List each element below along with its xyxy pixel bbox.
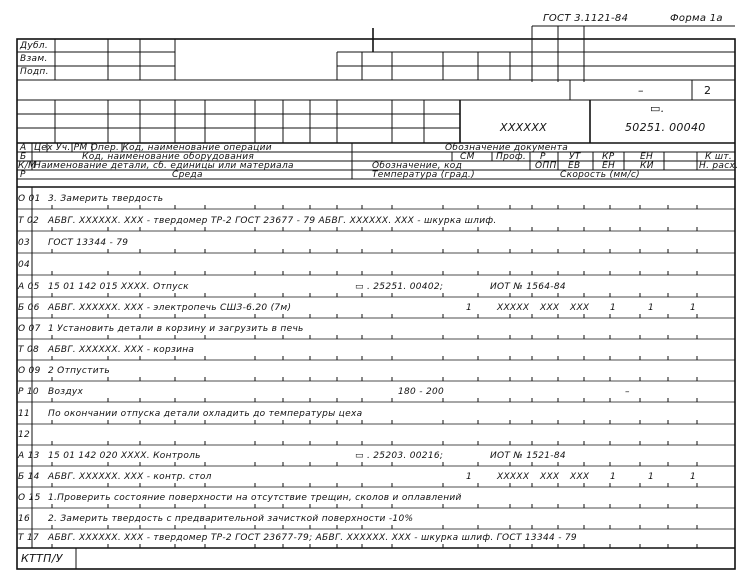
row-text: АБВГ. ХХХХХХ. ХХХ - твердомер ТР-2 ГОСТ 23677 - 79 АБВГ. ХХХХХХ. ХХХ - шкурка шлиф.	[48, 216, 497, 226]
hdr-a-text: Цех Уч. РМ Опер. Код, наименование операции	[34, 143, 272, 153]
row-code: А 05	[18, 282, 40, 292]
hdr-km-extra: Обозначение, код	[372, 161, 463, 171]
row-num: 1	[610, 472, 617, 482]
row-code: Б 06	[18, 303, 40, 313]
sheet-number: 2	[704, 84, 712, 97]
row-num: 1	[690, 303, 697, 313]
row-code: О 01	[18, 194, 41, 204]
row-code: Б 14	[18, 472, 40, 482]
hdr-r-text: Среда	[172, 170, 203, 180]
row-text: 1 Установить детали в корзину и загрузить в печь	[48, 324, 304, 334]
row-num: ХХХ	[540, 472, 560, 482]
row-code: 11	[18, 409, 31, 419]
row-num: 1	[648, 303, 655, 313]
hdr-r-extra2: Скорость (мм/с)	[560, 170, 640, 180]
row-text: 2. Замерить твердость с предварительной зачисткой поверхности -10%	[48, 514, 414, 524]
hdr-key-b: Б	[20, 152, 27, 162]
row-num: ХХХХХ	[497, 472, 530, 482]
row-text: АБВГ. ХХХХХХ. ХХХ - твердомер ТР-2 ГОСТ 23677-79; АБВГ. ХХХХХХ. ХХХ - шкурка шлиф. ГОСТ 13344 - 79	[48, 533, 577, 543]
row-text: Воздух	[48, 387, 84, 397]
row-code: 16	[18, 514, 31, 524]
doc-number: 50251. 00040	[625, 121, 706, 134]
footer-label: КТТП/У	[21, 552, 63, 565]
hdr-r-extra: Температура (град.)	[372, 170, 475, 180]
row-text: 15 01 142 015 ХХХХ. Отпуск	[48, 282, 189, 292]
row-code: 12	[18, 430, 31, 440]
hdr-km-text: Наименование детали, сб. единицы или материала	[34, 161, 294, 171]
row-right: ИОТ № 1564-84	[490, 282, 566, 292]
hdr-b-col-prof: Проф.	[496, 152, 527, 162]
row-num: ХХХ	[540, 303, 560, 313]
hdr-b-col-kst: К шт.	[705, 152, 733, 162]
hdr-a-doc: Обозначение документа	[445, 143, 569, 153]
side-label-dubl: Дубл.	[20, 41, 49, 51]
hdr-b-col-en: ЕН	[640, 152, 654, 162]
hdr-key-km: К/М	[18, 161, 37, 171]
hdr-km-col-ki: КИ	[640, 161, 654, 171]
row-code: О 09	[18, 366, 41, 376]
hdr-km-col-en: ЕН	[602, 161, 616, 171]
hdr-key-r: Р	[20, 170, 26, 180]
row-text: По окончании отпуска детали охладить до температуры цеха	[48, 409, 363, 419]
row-text: 15 01 142 020 ХХХХ. Контроль	[48, 451, 201, 461]
row-text: АБВГ. ХХХХХХ. ХХХ - электропечь СШЗ-6.20 (7м)	[48, 303, 292, 313]
hdr-b-col-r: Р	[540, 152, 546, 162]
hdr-b-col-sm: СМ	[460, 152, 475, 162]
row-num: 1	[690, 472, 697, 482]
row-text: АБВГ. ХХХХХХ. ХХХ - корзина	[48, 345, 195, 355]
side-label-vzam: Взам.	[20, 54, 48, 64]
row-num: 1	[466, 472, 473, 482]
hdr-km-col-opp: ОПП	[535, 161, 557, 171]
row-text: ГОСТ 13344 - 79	[48, 238, 129, 248]
row-right: ИОТ № 1521-84	[490, 451, 566, 461]
row-code: Р 10	[18, 387, 39, 397]
hdr-key-a: А	[20, 143, 27, 153]
row-text: 3. Замерить твердость	[48, 194, 164, 204]
row-mid: 180 - 200	[398, 387, 445, 397]
dash-mark: –	[638, 84, 644, 97]
row-num: ХХХ	[570, 303, 590, 313]
row-code: 03	[18, 238, 31, 248]
row-num: ХХХ	[570, 472, 590, 482]
row-code: О 07	[18, 324, 41, 334]
row-code: 04	[18, 260, 31, 270]
side-label-podp: Подп.	[20, 67, 49, 77]
standard-code: ГОСТ 3.1121-84	[543, 13, 629, 24]
hdr-km-col-nrash: Н. расх.	[699, 161, 739, 171]
row-mid: ▭ . 25251. 00402;	[355, 282, 444, 292]
row-code: А 13	[18, 451, 40, 461]
row-mid: ▭ . 25203. 00216;	[355, 451, 444, 461]
code-left: ХХХХХХ	[500, 121, 548, 134]
row-num: 1	[648, 472, 655, 482]
row-text: АБВГ. ХХХХХХ. ХХХ - контр. стол	[48, 472, 212, 482]
hdr-b-text: Код, наименование оборудования	[82, 152, 255, 162]
row-right: –	[625, 387, 630, 397]
row-num: 1	[610, 303, 617, 313]
row-num: 1	[466, 303, 473, 313]
doc-symbol: ▭.	[650, 102, 665, 115]
row-num: ХХХХХ	[497, 303, 530, 313]
row-text: 1.Проверить состояние поверхности на отсутствие трещин, сколов и оплавлений	[48, 493, 462, 503]
row-code: О 15	[18, 493, 41, 503]
form-number: Форма 1а	[670, 13, 723, 24]
hdr-b-col-kr: КР	[602, 152, 615, 162]
row-code: Т 08	[18, 345, 40, 355]
row-code: Т 17	[18, 533, 40, 543]
hdr-km-col-ev: ЕВ	[568, 161, 581, 171]
row-code: Т 02	[18, 216, 40, 226]
row-text: 2 Отпустить	[48, 366, 111, 376]
hdr-b-col-ut: УТ	[569, 152, 581, 162]
